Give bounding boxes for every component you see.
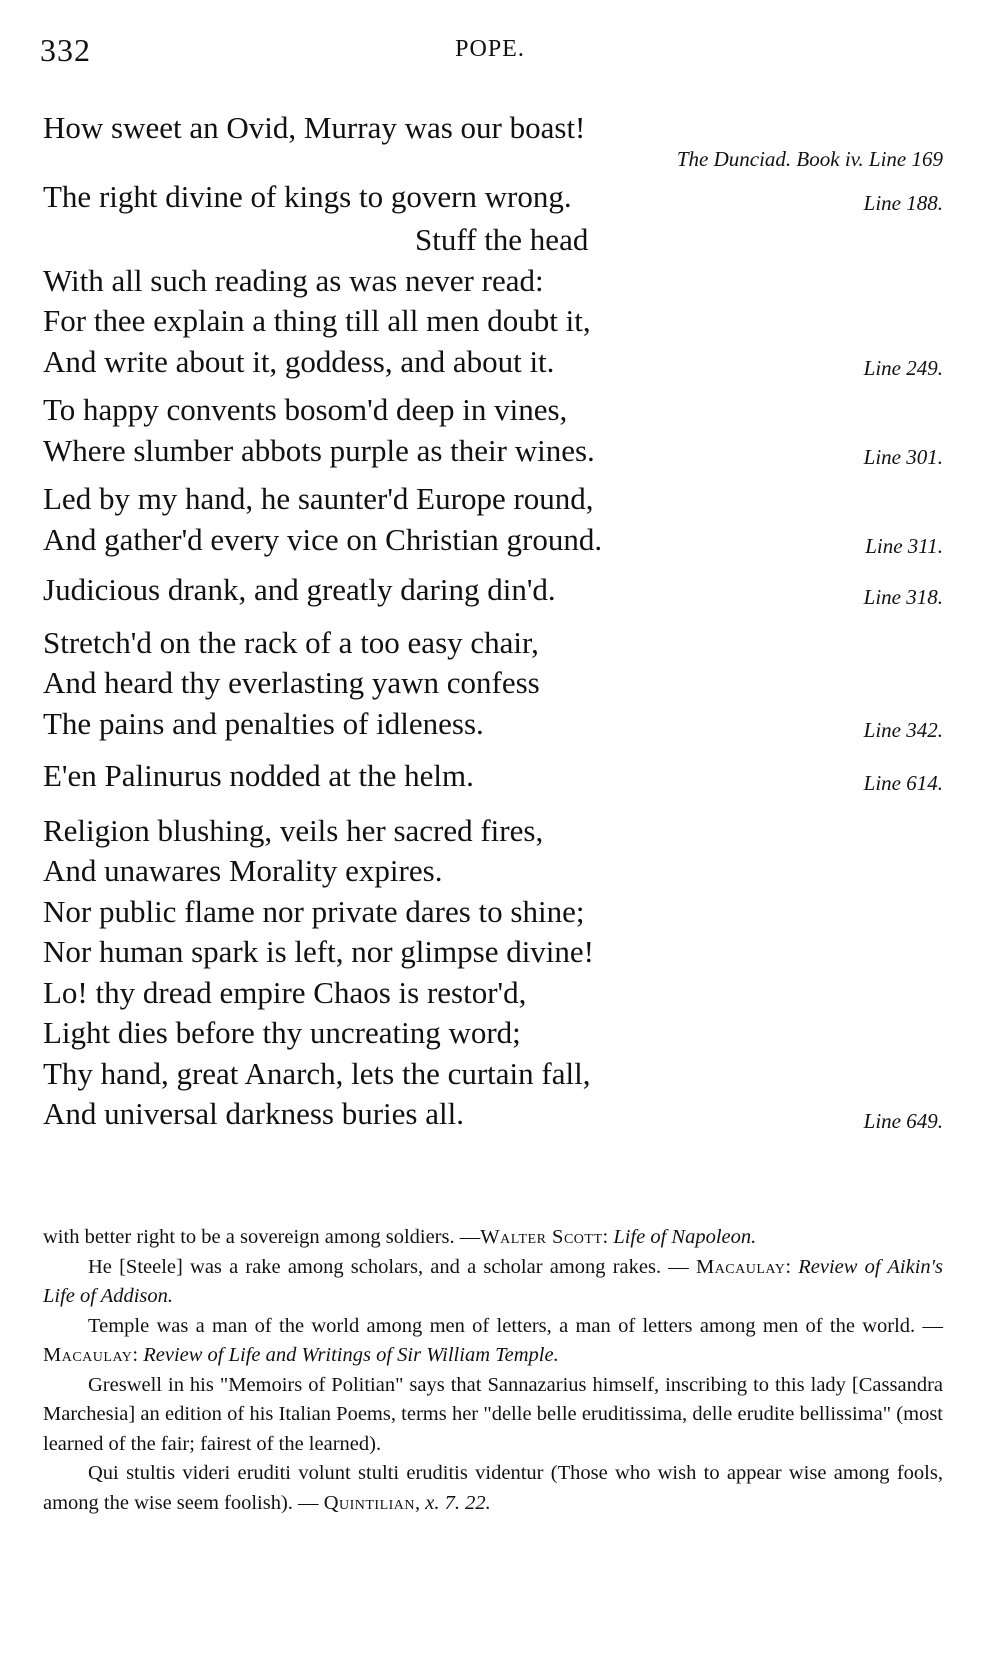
line-reference: Line 342. bbox=[863, 718, 943, 742]
footnote-work: x. 7. 22. bbox=[425, 1491, 491, 1514]
quote-block bbox=[43, 623, 943, 745]
quote-block bbox=[43, 220, 943, 382]
line-reference: Line 649. bbox=[863, 1108, 943, 1133]
verse-line: Nor human spark is left, nor glimpse divine! bbox=[43, 934, 595, 969]
verse-line: Led by my hand, he saunter'd Europe round, bbox=[43, 481, 594, 516]
footnote bbox=[43, 1459, 943, 1518]
verse-line: E'en Palinurus nodded at the helm. bbox=[43, 758, 474, 793]
quote-block bbox=[43, 390, 943, 471]
verse-line: Stretch'd on the rack of a too easy chair, bbox=[43, 624, 539, 660]
line-reference: Line 311. bbox=[865, 534, 943, 558]
footnote-work: Review of Life and Writings of Sir William Temple. bbox=[143, 1344, 559, 1366]
footnote-text: He [Steele] was a rake among scholars, and a scholar among rakes. — bbox=[88, 1255, 696, 1278]
line-reference: Line 301. bbox=[863, 445, 943, 469]
footnotes bbox=[43, 1223, 943, 1518]
verse-line: The right divine of kings to govern wrong. bbox=[43, 178, 572, 214]
verse-line: Nor public flame nor private dares to shine; bbox=[43, 893, 585, 929]
quote-block bbox=[43, 756, 943, 797]
verse-line: Lo! thy dread empire Chaos is restor'd, bbox=[43, 974, 527, 1010]
verse-line: Stuff the head bbox=[415, 222, 589, 257]
footnote bbox=[43, 1371, 943, 1460]
verse-line: And heard thy everlasting yawn confess bbox=[43, 665, 540, 700]
line-reference: Line 249. bbox=[863, 356, 943, 380]
verse-line: Judicious drank, and greatly daring din'd. bbox=[43, 572, 556, 607]
footnote-work: Life of Napoleon. bbox=[613, 1226, 757, 1248]
footnote bbox=[43, 1312, 943, 1371]
footnote-text: with better right to be a sovereign among soldiers. — bbox=[43, 1226, 481, 1248]
line-reference: Line 318. bbox=[863, 584, 943, 609]
quote-block bbox=[43, 108, 943, 173]
verse-line: With all such reading as was never read: bbox=[43, 262, 544, 298]
footnote-author: Macaulay bbox=[43, 1344, 133, 1366]
quotation-list bbox=[43, 108, 943, 1135]
footnote-separator: : bbox=[602, 1226, 614, 1248]
verse-line: To happy convents bosom'd deep in vines, bbox=[43, 392, 568, 427]
verse-line: And universal darkness buries all. bbox=[43, 1096, 464, 1131]
quote-block bbox=[43, 479, 943, 560]
verse-line: And gather'd every vice on Christian ground. bbox=[43, 521, 603, 557]
footnote-text: Greswell in his "Memoirs of Politian" says that Sannazarius himself, inscribing to this lady [Cassandra Marchesia] an edition of his Italian Poems, terms her "delle belle eruditissima, delle erudite bellissima" (most learned of the fair; fairest of the learned). bbox=[43, 1373, 943, 1455]
footnote bbox=[43, 1253, 943, 1312]
page-header bbox=[40, 32, 940, 72]
quote-block bbox=[43, 177, 943, 218]
footnote-work: Review of Aikin's Life of Addison. bbox=[43, 1255, 944, 1307]
verse-line: For thee explain a thing till all men doubt it, bbox=[43, 303, 591, 338]
footnote-author: Macaulay bbox=[695, 1255, 786, 1278]
verse-line: How sweet an Ovid, Murray was our boast! bbox=[43, 110, 586, 145]
quote-block bbox=[43, 570, 943, 611]
line-reference: Line 188. bbox=[863, 191, 943, 215]
footnote-text: Qui stultis videri eruditi volunt stulti eruditis videntur (Those who wish to appear wise among fools, among the wise seem foolish). — bbox=[43, 1462, 943, 1514]
page-number: 332 bbox=[40, 32, 91, 68]
verse-line: Thy hand, great Anarch, lets the curtain fall, bbox=[43, 1055, 591, 1091]
verse-line: Light dies before thy uncreating word; bbox=[43, 1015, 521, 1050]
verse-line: And unawares Morality expires. bbox=[43, 853, 443, 888]
verse-line: Where slumber abbots purple as their wines. bbox=[43, 432, 595, 468]
quote-block bbox=[43, 811, 943, 1135]
running-head: POPE. bbox=[455, 36, 525, 62]
footnote bbox=[43, 1223, 943, 1253]
footnote-separator: : bbox=[785, 1255, 799, 1278]
footnote-author: Walter Scott bbox=[480, 1226, 603, 1248]
quote-source: The Dunciad. Book iv. Line 169 bbox=[676, 146, 943, 171]
footnote-separator: , bbox=[415, 1491, 426, 1514]
footnote-text: Temple was a man of the world among men of letters, a man of letters among men of the world. — bbox=[88, 1314, 943, 1337]
verse-line: And write about it, goddess, and about it. bbox=[43, 343, 555, 379]
verse-line: Religion blushing, veils her sacred fires, bbox=[43, 812, 544, 848]
verse-line: The pains and penalties of idleness. bbox=[43, 705, 484, 741]
footnote-author: Quintilian bbox=[323, 1491, 416, 1514]
line-reference: Line 614. bbox=[863, 770, 943, 795]
footnote-separator: : bbox=[132, 1344, 144, 1366]
